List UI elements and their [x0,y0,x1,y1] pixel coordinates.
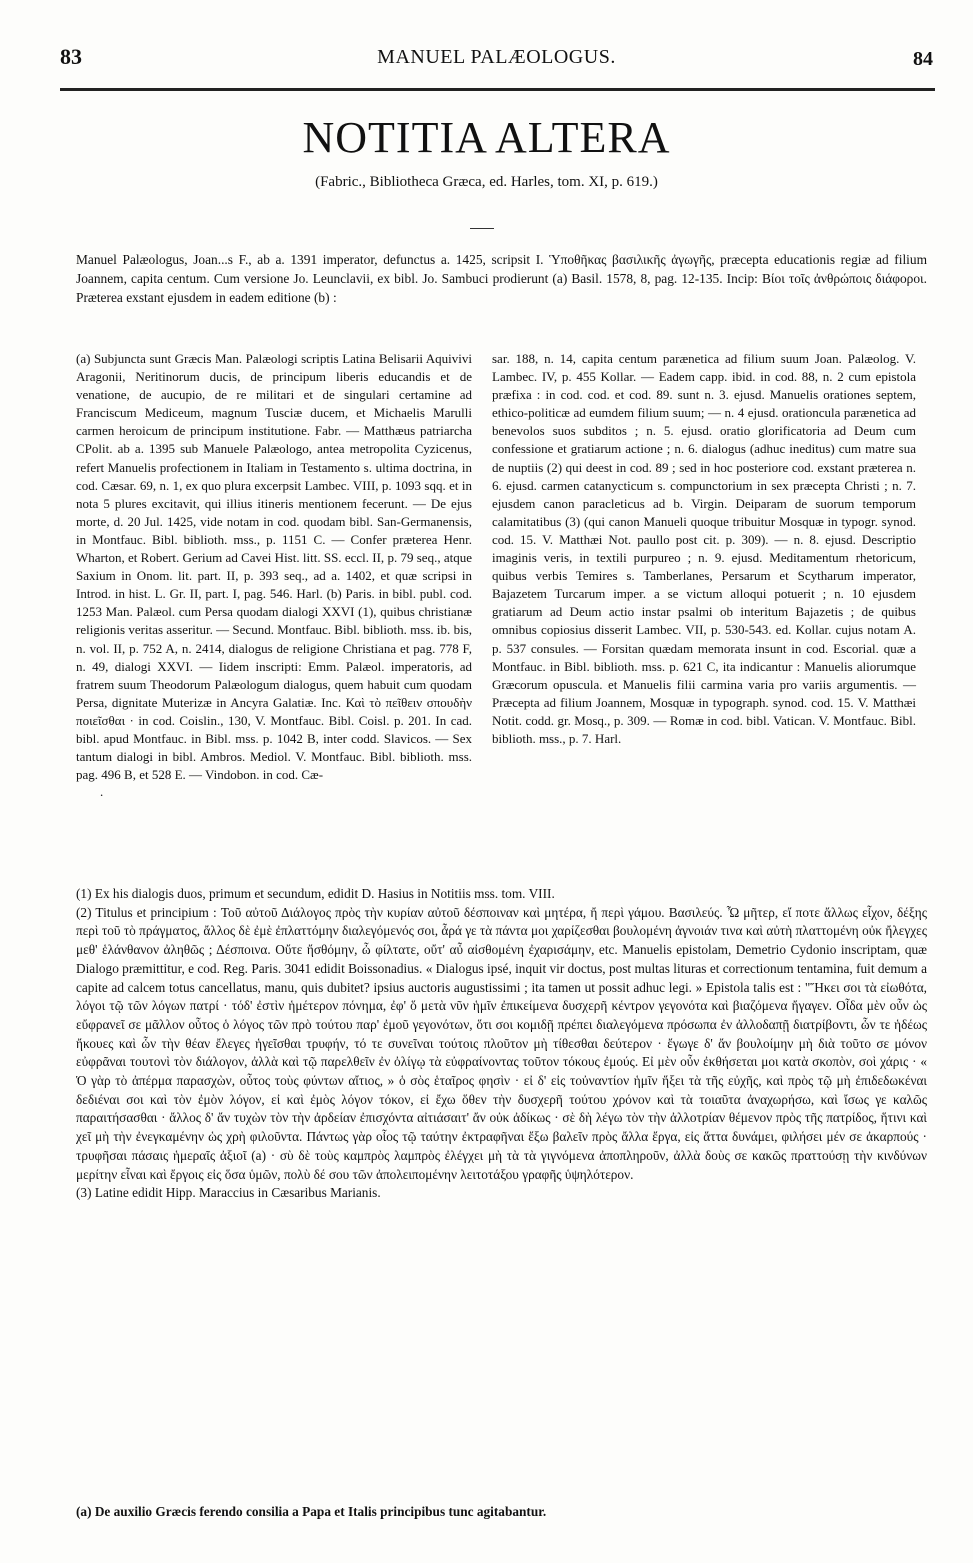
page-number-right: 84 [913,48,933,70]
section-title: NOTITIA ALTERA [302,113,671,162]
running-title: MANUEL PALÆOLOGUS. [377,46,616,68]
bottom-note: (a) De auxilio Græcis ferendo consilia a Papa et Italis principibus tunc agitabantur. [76,1504,547,1519]
footnote-1: (1) Ex his dialogis duos, primum et secundum, edidit D. Hasius in Notitiis mss. tom. VIII. [76,886,555,901]
margin-mark: . [100,784,104,799]
page-header [60,44,933,78]
right-column-text: sar. 188, n. 14, capita centum parænetica ad filium suum Joan. Palæolog. V. Lambec. IV, p. 455 Kollar. — Eadem capp. ibid. in cod. 88, n. 2 cum epistola præfixa : in cod. cod. et cod. 89. sunt n. 3. ejusd. Manuelis orationes septem, ethico-politicæ ad eumdem filium suum; — n. 4 ejusd. orationcula parænetica ad benevolos suos subditos ; n. 5. ejusd. oratio glorificatoria ad Deum cum confessione et gratiarum actione ; n. 6. dialogus (adhuc ineditus) cum matre sua de nuptiis (2) qui deest in cod. 89 ; sed in hoc posteriore cod. exstant præterea n. 6. ejusd. carmen catanycticum s. compunctorium in sex præcepta Christi ; n. 7. ejusdem canon paracleticus ad b. Virgin. Deiparam de suorum temporum calamitatibus (3) (qui canon Manueli quoque tribuitur Mosquæ in typogr. synod. cod. 15. V. Matthæi Not. paullo post cit. p. 309). — n. 8. ejusd. Descriptio imaginis veris, in textili purpureo ; n. 9. ejusd. Meditamentum rhetoricum, quibus verbis Temires s. Tamberlanes, Persarum et Scytharum imperator, Bajazetem Turcarum imper. a se victum alloqui potuerit ; n. 10 ejusdem gratiarum ad Deum actio instar psalmi ob interitum Bajazetis ; de quibus omnibus copiosius disserit Lambec. VII, p. 530-543. ed. Kollar. cujus notam A. p. 537 consules. — Forsitan quædam memorata insunt in cod. Escorial. quæ a Montfauc. in Bibl. biblioth. mss. p. 621 C, ita indicantur : Manuelis aliorumque Græcorum opuscula. et Manuelis filii carmina varia pro variis argumentis. — Præcepta ad filium Joannem, Mosquæ in typograph. synod. cod. 15. V. Matthæi Notit. codd. gr. Mosq., p. 309. — Romæ in cod. bibl. Vatican. V. Montfauc. Bibl. biblioth. mss., p. 7. Harl. [492,351,916,746]
intro-paragraph: Manuel Palæologus, Joan...s F., ab a. 1391 imperator, defunctus a. 1425, scripsit I. Ὑποθῆκας βασιλικῆς ἀγωγῆς, præcepta educationis regiæ ad filium Joannem, capita centum. Cum versione Jo. Leunclavii, ex bibl. Jo. Sambuci prodierunt (a) Basil. 1578, 8, pag. 12-135. Incip: Βίοι τοῖς ἀνθρώποις διάφοροι. Præterea exstant ejusdem in eadem editione (b) : [76,252,927,305]
footnotes [76,885,927,1203]
header-rule [60,88,935,91]
title-divider [470,228,494,229]
section-subtitle: (Fabric., Bibliotheca Græca, ed. Harles, tom. XI, p. 619.) [315,174,658,190]
left-column-text: (a) Subjuncta sunt Græcis Man. Palæologi scriptis Latina Belisarii Aquivivi Aragonii, Neritinorum ducis, de principum liberis educandis et de venatione, de aucupio, de re militari et de singulari certamine ad Franciscum Mediceum, magnum Tusciæ ducem, et Michaelis Marulli carmen heroicum de principum institutione. Fabr. — Matthæus patriarcha CPolit. ab a. 1395 sub Manuele Palæologo, antea metropolita Cyzicenus, refert Manuelis profectionem in Italiam in Testamento s. ultima doctrina, in cod. Cæsar. 69, n. 1, ex quo plura excerpsit Lambec. VIII, p. 1093 sqq. et in nota 5 plures excitavit, qui illius itineris mentionem fecerunt. — De ejus morte, d. 20 Jul. 1425, vide notam in cod. quodam bibl. San-Germanensis, in Montfauc. Bibl. biblioth. mss., p. 1151 C. — Confer præterea Henr. Wharton, et Robert. Gerium ad Cavei Hist. litt. SS. eccl. II, p. 79 seq., atque Saxium in Onom. lit. part. II, p. 393 seq., ad a. 1402, et quæ scripsi in Introd. in hist. L. Gr. II, part. I, pag. 546. Harl. (b) Paris. in bibl. publ. cod. 1253 Man. Palæol. cum Persa quodam dialogi XXVI (1), quibus christianæ religionis veritas asseritur. — Secund. Montfauc. Bibl. biblioth. mss. ib. bis, n. vol. II, p. 752 A, n. 2414, dialogus de religione Christiana et pag. 778 F, n. 49, dialogi XXVI. — Iidem inscripti: Emm. Palæol. imperatoris, ad fratrem suum Theodorum Palæologum dialogus, quem habuit cum quodam Persa, dignitate Muterizæ in Ancyra Galatiæ. Inc. Καὶ τὸ πεῖθειν σπουδὴν ποιεῖσθαι · in cod. Coislin., 130, V. Montfauc. Bibl. Coisl. p. 201. In cad. bibl. apud Montfauc. in Bibl. mss. p. 1042 B, inter codd. Slavicos. — Sex tantum dialogi in bibl. Ambros. Mediol. V. Montfauc. Bibl. biblioth. mss. pag. 496 B, et 528 E. — Vindobon. in cod. Cæ- [76,351,472,783]
page-number-left: 83 [60,44,82,69]
left-column [76,350,472,784]
footnote-2: (2) Titulus et principium : Τοῦ αὐτοῦ Διάλογος πρὸς τὴν κυρίαν αὐτοῦ δέσποιναν καὶ μητέρα, ἤ περὶ γάμου. Βασιλεύς. Ὦ μῆτερ, εἴ ποτε ἄλλως εἶχον, δέξης περὶ τοῦ τὸ πράγματος, ἄλλος δὲ ἐμὲ ἐπλαττόμην διαλεγόμενός σοι, ἆρά γε τὰ πάντα μοι χαρίζεσθαι βουλομένη ἀγνοιάν τινα καὶ αὐτὴ πλαττομένη οὐκ ἤλεγχες μεθ' ἑλάνθανον ἀληθῶς ; Δέσποινα. Οὔτε ἤσθόμην, ὦ φίλτατε, οὔτ' αὖ αἰσθομένη ἐχαρισάμην, etc. Manuelis epistolam, Demetrio Cydonio inscriptam, quæ Dialogo præmittitur, e cod. Reg. Paris. 3041 edidit Boissonadius. « Dialogus ipsé, inquit vir doctus, post multas lituras et correctionum tentamina, fuit demum a capite ad calcem totus cancellatus, manu, quis dubitet? ipsius auctoris augustissimi ; ita tamen ut possit adhuc legi. » Epistola talis est : "Ἥκει σοι τὰ εἰωθότα, λόγοι τῷ τῶν λόγων πατρί · τόδ' ἐστὶν ἡμέτερον πόνημα, ἐφ' ὅ μετὰ νῦν ἡμῖν ἐπικείμενα δυσχερῆ κέντρον γεγονότα καὶ βιαζόμενα ἤγαγεν. Οἶδα μὲν οὖν ὡς εὔφρανεῖ σε μᾶλλον οὗτος ὁ λόγος τῶν πρὸ τούτου παρ' ἐμοῦ γεγονότων, ὅτι σοι κομιδῇ πρέπει διαλεγόμενα πρόσωπα ἐν ἀλλοδαπῇ διατρίβοντι, ὧν τε ἡδέως ἤκουες καὶ ὧν τὴν θέαν ἔλεγες ἡγεῖσθαι τρυφήν, τό τε συνεῖναι τούτοις πλοῦτον μὴ τίθεσθαι δεύτερον · ἔγωγε δ' ἄν βουλοίμην μὴ διὰ τοῦτο σε μόνον εὐφρᾶναι τουτονὶ τὸν διάλογον, ἀλλὰ καὶ τῷ παρελθεῖν ἐν ὀλίγῳ τὰ εὐφραίνοντας τοῦτον τόκους ἐμούς. Εἰ μὲν οὖν ἐκθήσεται μοι κατὰ σκοπὸν, σοὶ χάρις · « Ὁ γὰρ τὸ ἀπέρμα παρασχὼν, οὗτος τοὺς φύντων αἴτιος, » ὁ σὸς ἑταῖρος φησὶν · εἰ δ' εἰς τοὐναντίον ἡμῖν ἥξει τὰ τῆς εὐχῆς, καὶ πρὸς τῷ μὴ ἐπιδεδωκέναι δεδιέναι σοι καὶ τὸν ἐμὸν λόγον, εἰ καὶ ἐμὸς λόγον τόκον, εἰ ἔχω ὅθεν τὴν δυσχερῆ τούτου χρόνον καὶ τὰ τοιαῦτα ἀναχωρήσω, καὶ ἴσως γε καλῶς παραιτήσασθαι · ἄλλος δ' ἄν τυχὼν τὸν τὴν ἀρδείαν ἐπισχόντα αἰτιάσαιτ' ἄν οὐκ ἀδίκως · σὲ δὴ λέγω τὸν τὴν ἀλλοτρίαν θέμενον πρὸς τῆς πατρίδος, ἥτινι καὶ χεῖ μὴ τὴν ἐνεγκαμένην ὡς χρὴ φιλοῦντα. Πάντως γὰρ οἷος τῷ ταύτην ἐκτραφῆναι ἔξω βαλεῖν πρὸς ἄλλα ἔργα, εἰς ἅττα δυνάμει, φιλήσει μέν σε ἀκαρπούς · τρυφῆσαι πάσαις ἡμεραῖς ἀξιοῖ (a) · σὺ δὲ τοὺς καμπρὸς λαμπρὸς ἐλέγχει μὴ τὰ τὰ γιγνόμενα ἀποπληροῦν, ἀλλὰ δοὺς σε κακῶς πραττούσῃ τὴν κινδύνων μερίτην εἶναι καὶ ἔργοις εἰς ὅσα ὑμῶν, πολὺ δέ σου τῶν ἀπολειπομένην λειτοτάξου γραφῆς ὑψηλότερον. [76,904,927,1182]
right-column [492,350,916,748]
footnote-3: (3) Latine edidit Hipp. Maraccius in Cæsaribus Marianis. [76,1185,381,1201]
